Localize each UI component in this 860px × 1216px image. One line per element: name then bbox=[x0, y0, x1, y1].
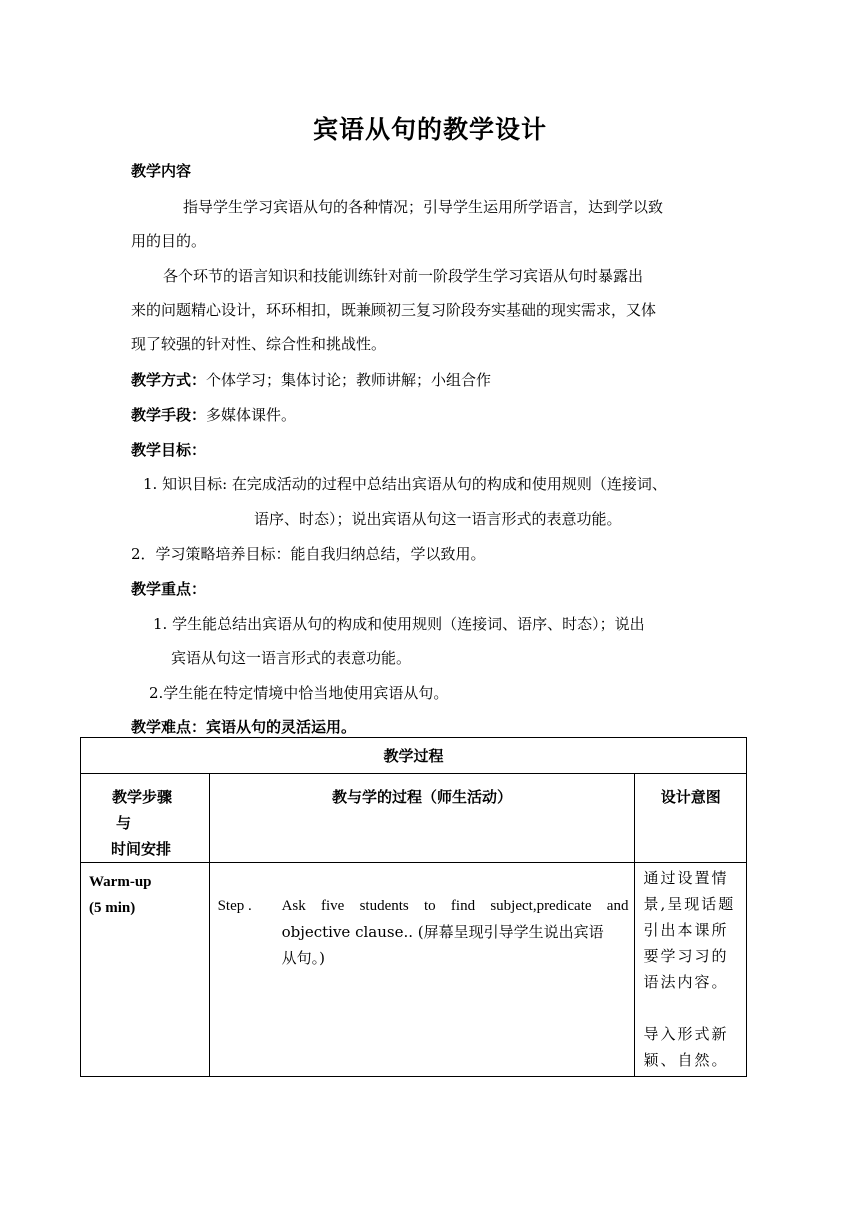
header-process bbox=[209, 774, 635, 863]
keypoint-2: 2.学生能在特定情境中恰当地使用宾语从句。 bbox=[149, 684, 449, 702]
header-steps-line-2: 与 bbox=[116, 814, 132, 832]
keypoint-1-line-2: 宾语从句这一语言形式的表意功能。 bbox=[171, 649, 412, 667]
objective-2: 2．学习策略培养目标：能自我归纳总结，学以致用。 bbox=[131, 545, 486, 563]
cell-process bbox=[209, 863, 635, 1077]
header-steps-line-3: 时间安排 bbox=[111, 840, 172, 858]
content-paragraph-1-line-1: 指导学生学习宾语从句的各种情况；引导学生运用所学语言，达到学以致 bbox=[183, 198, 664, 216]
intent-line-5: 语法内容。 bbox=[643, 973, 729, 991]
step-text-line-1: Ask five students to find subject,predicate and bbox=[281, 898, 629, 914]
means-value: 多媒体课件。 bbox=[206, 406, 297, 424]
difficulty-line bbox=[131, 716, 356, 737]
means-label: 教学手段： bbox=[131, 406, 207, 424]
header-process-text: 教与学的过程（师生活动） bbox=[332, 788, 513, 806]
intent-line-6: 导入形式新 bbox=[643, 1025, 729, 1043]
intent-line-1: 通过设置情 bbox=[643, 869, 729, 887]
section-heading-content: 教学内容 bbox=[131, 162, 192, 180]
means-line bbox=[131, 404, 296, 425]
difficulty-label: 教学难点： bbox=[131, 718, 207, 736]
step-text-line-3: 从句。) bbox=[281, 949, 325, 967]
objective-1-line-2: 语序、时态）；说出宾语从句这一语言形式的表意功能。 bbox=[254, 510, 622, 528]
header-steps-line-1: 教学步骤 bbox=[112, 788, 173, 806]
keypoint-1-line-1: 1. 学生能总结出宾语从句的构成和使用规则（连接词、语序、时态）；说出 bbox=[153, 615, 645, 633]
cell-phase bbox=[81, 863, 210, 1077]
header-intent-text: 设计意图 bbox=[660, 788, 721, 806]
document-title: 宾语从句的教学设计 bbox=[312, 115, 547, 144]
content-paragraph-1-line-2: 用的目的。 bbox=[131, 232, 207, 250]
intent-line-4: 要学习习的 bbox=[643, 947, 729, 965]
objective-1-line-1: 1. 知识目标: 在完成活动的过程中总结出宾语从句的构成和使用规则（连接词、 bbox=[143, 475, 667, 493]
method-value: 个体学习；集体讨论；教师讲解；小组合作 bbox=[206, 371, 492, 389]
section-heading-objectives: 教学目标： bbox=[131, 441, 207, 459]
intent-line-3: 引出本课所 bbox=[643, 921, 729, 939]
teaching-process-table bbox=[80, 737, 747, 1077]
content-paragraph-2-line-1: 各个环节的语言知识和技能训练针对前一阶段学生学习宾语从句时暴露出 bbox=[163, 267, 644, 285]
table-caption: 教学过程 bbox=[81, 738, 747, 774]
content-paragraph-2-line-2: 来的问题精心设计，环环相扣，既兼顾初三复习阶段夯实基础的现实需求，又体 bbox=[131, 301, 657, 319]
header-steps-and-time bbox=[81, 774, 210, 863]
step-text-line-2: objective clause.. (屏幕呈现引导学生说出宾语 bbox=[281, 923, 604, 941]
intent-line-7: 颖、自然。 bbox=[643, 1051, 729, 1069]
section-heading-keypoints: 教学重点： bbox=[131, 580, 207, 598]
phase-time: (5 min) bbox=[89, 900, 136, 916]
cell-intent bbox=[635, 863, 747, 1077]
header-intent bbox=[635, 774, 747, 863]
intent-line-2: 景,呈现话题 bbox=[643, 895, 736, 913]
difficulty-value: 宾语从句的灵活运用。 bbox=[206, 718, 357, 736]
method-label: 教学方式： bbox=[131, 371, 207, 389]
content-paragraph-2-line-3: 现了较强的针对性、综合性和挑战性。 bbox=[131, 335, 387, 353]
table-row bbox=[81, 863, 747, 1077]
step-label: Step . bbox=[217, 898, 252, 914]
phase-name: Warm-up bbox=[89, 874, 152, 890]
method-line bbox=[131, 369, 491, 390]
